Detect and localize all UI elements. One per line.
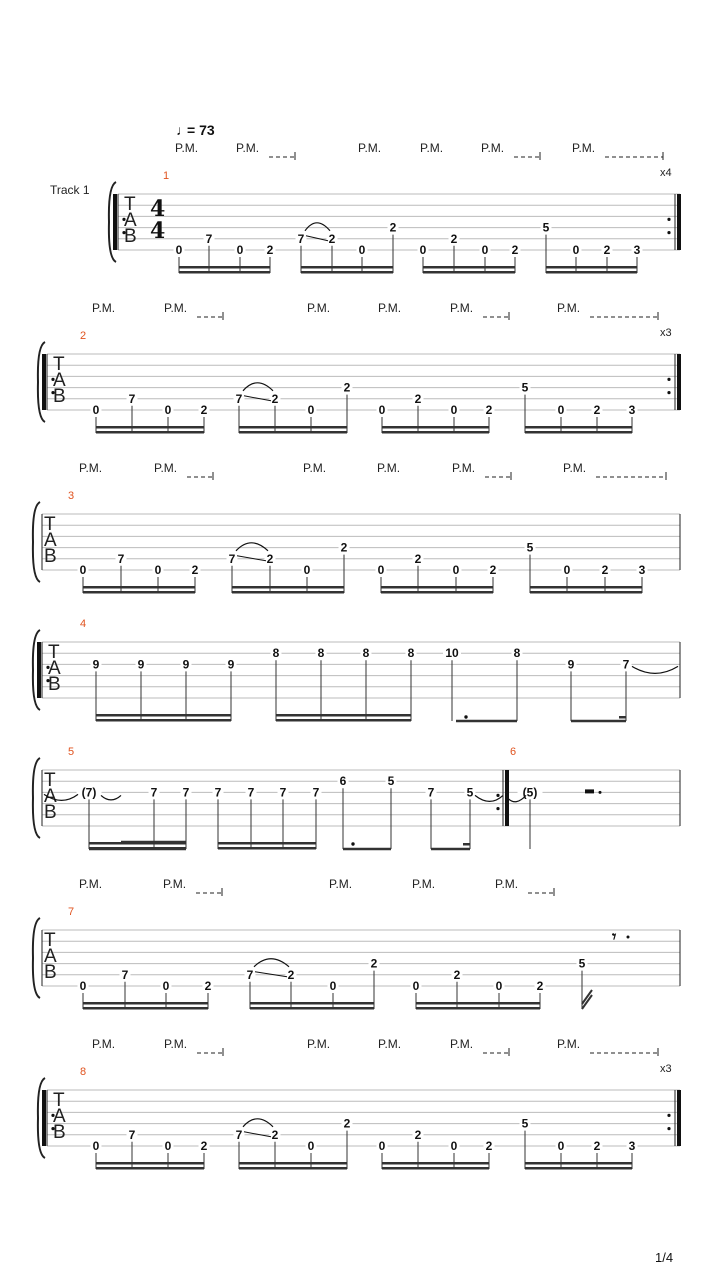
fret-number: 2 [603, 243, 611, 257]
beam [239, 426, 347, 429]
measure-number: 7 [68, 906, 75, 918]
fret-number: 0 [495, 979, 503, 993]
repeat-end-bar [505, 770, 509, 826]
fret-number: 2 [593, 1139, 601, 1153]
beam [218, 842, 316, 845]
tab-system-7 [38, 1037, 681, 1170]
beam [96, 714, 231, 717]
fret-number: 0 [162, 979, 170, 993]
fret-number: 7 [247, 785, 255, 800]
fret-number: 0 [236, 243, 244, 257]
tab-clef-letter: B [53, 386, 66, 407]
fret-number: 9 [92, 657, 100, 672]
tab-clef-letter: T [48, 642, 60, 663]
fret-number: 3 [628, 1139, 636, 1153]
beam [530, 586, 642, 589]
beam [301, 271, 393, 274]
tab-clef-letter: A [53, 370, 66, 391]
beam [179, 271, 270, 274]
repeat-end-bar [677, 354, 681, 410]
fret-number: 7 [312, 785, 320, 800]
fret-number: 2 [200, 403, 208, 417]
fret-number: 2 [200, 1139, 208, 1153]
measure-number: 1 [163, 170, 170, 182]
beam [423, 266, 515, 269]
tie [632, 666, 678, 673]
palm-mute-label: P.M. [358, 141, 382, 155]
beam [546, 266, 637, 269]
fret-number: 0 [329, 979, 337, 993]
tab-clef-letter: T [44, 930, 56, 951]
tab-clef-letter: T [53, 1090, 65, 1111]
fret-number: 2 [343, 1116, 351, 1131]
fret-number: 0 [79, 979, 87, 993]
fret-number: 0 [377, 563, 385, 577]
time-signature-top: 4 [150, 196, 166, 222]
fret-number: 7 [427, 785, 435, 800]
palm-mute-label: P.M. [481, 141, 505, 155]
fret-number: (7) [81, 785, 97, 800]
fret-number: 0 [450, 403, 458, 417]
beam [276, 719, 411, 722]
beam [96, 719, 231, 722]
measure-number: 2 [80, 330, 87, 342]
fret-number: 9 [137, 657, 145, 672]
fret-number: 0 [164, 403, 172, 417]
fret-number: 0 [572, 243, 580, 257]
tab-system-3 [33, 461, 680, 594]
fret-number: 5 [521, 1116, 529, 1131]
tab-clef-letter: B [44, 962, 57, 983]
beam [179, 266, 270, 269]
palm-mute-label: P.M. [377, 461, 401, 475]
fret-number: 5 [526, 540, 534, 555]
fret-number: 0 [164, 1139, 172, 1153]
fret-number: 0 [92, 403, 100, 417]
fret-number: 2 [414, 391, 422, 406]
system-brace [33, 758, 40, 838]
fret-number: 2 [485, 403, 493, 417]
beam [525, 1167, 632, 1170]
tempo-note-icon: ♩ [176, 122, 190, 138]
palm-mute-label: P.M. [557, 301, 581, 315]
fret-number: 2 [271, 391, 279, 406]
beam [83, 1007, 208, 1010]
palm-mute-label: P.M. [378, 301, 402, 315]
fret-number: 2 [536, 979, 544, 993]
palm-mute-label: P.M. [164, 1037, 188, 1051]
fret-number: 7 [235, 391, 243, 406]
tab-clef-letter: A [53, 1106, 66, 1127]
fret-number: 2 [340, 540, 348, 555]
palm-mute-label: P.M. [79, 461, 103, 475]
tab-clef-letter: A [44, 786, 57, 807]
measure-number: 4 [80, 618, 87, 630]
fret-number: 0 [481, 243, 489, 257]
fret-number: 2 [414, 1127, 422, 1142]
tab-clef-letter: B [124, 226, 137, 247]
fret-number: 2 [389, 220, 397, 235]
page-number: 1/4 [655, 1250, 674, 1265]
beam [416, 1007, 540, 1010]
beam [381, 591, 493, 594]
fret-number: 10 [445, 646, 459, 661]
fret-number: 0 [378, 403, 386, 417]
beam [232, 591, 344, 594]
beam [382, 431, 489, 434]
rest-dot [599, 791, 602, 794]
fret-number: 5 [521, 380, 529, 395]
beam [381, 586, 493, 589]
tab-clef-letter: B [44, 546, 57, 567]
beam [525, 431, 632, 434]
fret-number: 8 [362, 646, 370, 661]
palm-mute-label: P.M. [154, 461, 178, 475]
palm-mute-label: P.M. [452, 461, 476, 475]
beam [530, 591, 642, 594]
half-rest-icon [585, 789, 594, 793]
beam [96, 426, 204, 429]
fret-number: 2 [593, 403, 601, 417]
dotted-note [464, 715, 467, 718]
palm-mute-label: P.M. [175, 141, 199, 155]
tab-clef-letter: T [44, 770, 56, 791]
system-brace [33, 502, 40, 582]
repeat-dot [496, 807, 499, 810]
dotted-note [351, 842, 354, 845]
beam [83, 1002, 208, 1005]
palm-mute-label: P.M. [412, 877, 436, 891]
fret-number: 0 [92, 1139, 100, 1153]
repeat-count: x3 [660, 327, 672, 339]
fret-number: 5 [578, 956, 586, 971]
fret-number: 0 [154, 563, 162, 577]
beam [239, 1167, 347, 1170]
beam [218, 847, 316, 850]
palm-mute-label: P.M. [563, 461, 587, 475]
fret-number: 8 [513, 646, 521, 661]
fret-number: 0 [307, 403, 315, 417]
beam [83, 591, 195, 594]
fret-number: 2 [266, 243, 274, 257]
repeat-end-bar [677, 194, 681, 250]
tempo-value: = 73 [187, 122, 215, 138]
fret-number: 8 [272, 646, 280, 661]
fret-number: (5) [522, 785, 538, 800]
fret-number: 7 [246, 967, 254, 982]
fret-number: 2 [370, 956, 378, 971]
note-flag [582, 990, 592, 1009]
fret-number: 0 [303, 563, 311, 577]
fret-number: 7 [117, 551, 125, 566]
beam [525, 426, 632, 429]
hammer-on-slur [254, 959, 289, 967]
fret-number: 0 [452, 563, 460, 577]
beam [416, 1002, 540, 1005]
measure-number: 3 [68, 490, 75, 502]
fret-number: 2 [343, 380, 351, 395]
repeat-dot [667, 391, 670, 394]
tab-clef-letter: B [53, 1122, 66, 1143]
fret-number: 3 [638, 563, 646, 577]
fret-number: 0 [412, 979, 420, 993]
track-label: Track 1 [50, 183, 90, 197]
fret-number: 7 [128, 391, 136, 406]
fret-number: 0 [557, 403, 565, 417]
tab-clef-letter: A [124, 210, 137, 231]
fret-number: 2 [485, 1139, 493, 1153]
fret-number: 5 [387, 774, 395, 789]
measure-number: 6 [510, 746, 517, 758]
beam [546, 271, 637, 274]
fret-number: 0 [450, 1139, 458, 1153]
fret-number: 7 [150, 785, 158, 800]
beam [232, 586, 344, 589]
fret-number: 5 [466, 785, 474, 800]
repeat-dot [667, 378, 670, 381]
measure-number: 5 [68, 746, 75, 758]
repeat-start-bar [42, 1090, 46, 1146]
fret-number: 7 [279, 785, 287, 800]
fret-number: 9 [182, 657, 190, 672]
tab-system-5 [33, 746, 680, 850]
beam [96, 1167, 204, 1170]
fret-number: 7 [128, 1127, 136, 1142]
palm-mute-label: P.M. [163, 877, 187, 891]
tab-clef-letter: A [48, 658, 61, 679]
palm-mute-label: P.M. [307, 1037, 331, 1051]
tab-system-1 [109, 141, 681, 274]
fret-number: 2 [328, 231, 336, 246]
rest-dot [627, 936, 630, 939]
hammer-on-slur [243, 1119, 273, 1127]
fret-number: 2 [204, 979, 212, 993]
fret-number: 9 [567, 657, 575, 672]
beam [525, 1162, 632, 1165]
repeat-start-bar [113, 194, 117, 250]
fret-number: 0 [563, 563, 571, 577]
palm-mute-label: P.M. [450, 301, 474, 315]
palm-mute-label: P.M. [378, 1037, 402, 1051]
repeat-start-bar [42, 354, 46, 410]
fret-number: 0 [557, 1139, 565, 1153]
tie [101, 795, 121, 800]
beam [250, 1002, 374, 1005]
tab-system-2 [38, 301, 681, 434]
tab-clef-letter: B [48, 674, 61, 695]
fret-number: 7 [205, 231, 213, 246]
palm-mute-label: P.M. [557, 1037, 581, 1051]
beam-stub [619, 716, 626, 719]
tab-clef-letter: T [44, 514, 56, 535]
fret-number: 2 [453, 967, 461, 982]
fret-number: 2 [601, 563, 609, 577]
fret-number: 2 [287, 967, 295, 982]
beam [382, 426, 489, 429]
repeat-dot [667, 1114, 670, 1117]
beam [276, 714, 411, 717]
fret-number: 6 [339, 774, 347, 789]
palm-mute-label: P.M. [236, 141, 260, 155]
fret-number: 2 [271, 1127, 279, 1142]
palm-mute-label: P.M. [92, 1037, 116, 1051]
palm-mute-label: P.M. [450, 1037, 474, 1051]
fret-number: 3 [633, 243, 641, 257]
hammer-on-slur [236, 543, 268, 551]
fret-number: 2 [489, 563, 497, 577]
palm-mute-label: P.M. [92, 301, 116, 315]
beam [382, 1162, 489, 1165]
fret-number: 7 [622, 657, 630, 672]
beam [83, 586, 195, 589]
tab-system-4 [33, 618, 680, 722]
fret-number: 8 [317, 646, 325, 661]
tempo-marking [176, 122, 215, 138]
beam-stub [463, 843, 470, 846]
beam [96, 431, 204, 434]
beam [239, 1162, 347, 1165]
fret-number: 2 [450, 231, 458, 246]
fret-number: 8 [407, 646, 415, 661]
beam [382, 1167, 489, 1170]
fret-number: 0 [175, 243, 183, 257]
palm-mute-label: P.M. [164, 301, 188, 315]
tab-clef-letter: T [124, 194, 136, 215]
fret-number: 0 [358, 243, 366, 257]
fret-number: 7 [214, 785, 222, 800]
palm-mute-label: P.M. [572, 141, 596, 155]
fret-number: 2 [191, 563, 199, 577]
measure-number: 8 [80, 1066, 87, 1078]
fret-number: 7 [235, 1127, 243, 1142]
systems [33, 141, 681, 1170]
repeat-dot [667, 231, 670, 234]
tab-clef-letter: A [44, 530, 57, 551]
repeat-count: x3 [660, 1063, 672, 1075]
repeat-dot [667, 218, 670, 221]
palm-mute-label: P.M. [79, 877, 103, 891]
fret-number: 7 [228, 551, 236, 566]
tab-clef-letter: A [44, 946, 57, 967]
time-signature-bottom: 4 [150, 218, 166, 244]
tab-system-6 [33, 877, 680, 1010]
fret-number: 7 [182, 785, 190, 800]
palm-mute-label: P.M. [329, 877, 353, 891]
fret-number: 7 [297, 231, 305, 246]
palm-mute-label: P.M. [495, 877, 519, 891]
repeat-count: x4 [660, 167, 672, 179]
fret-number: 7 [121, 967, 129, 982]
fret-number: 2 [266, 551, 274, 566]
repeat-end-bar [677, 1090, 681, 1146]
hammer-on-slur [305, 223, 330, 231]
fret-number: 5 [542, 220, 550, 235]
system-brace [33, 918, 40, 998]
repeat-dot [496, 794, 499, 797]
fret-number: 0 [307, 1139, 315, 1153]
fret-number: 2 [511, 243, 519, 257]
fret-number: 0 [419, 243, 427, 257]
palm-mute-label: P.M. [307, 301, 331, 315]
beam [239, 431, 347, 434]
fret-number: 3 [628, 403, 636, 417]
beam [250, 1007, 374, 1010]
beam [301, 266, 393, 269]
tab-clef-letter: B [44, 802, 57, 823]
beam [96, 1162, 204, 1165]
palm-mute-label: P.M. [420, 141, 444, 155]
palm-mute-label: P.M. [303, 461, 327, 475]
hammer-on-slur [243, 383, 273, 391]
fret-number: 9 [227, 657, 235, 672]
eighth-rest-icon: 𝄾 [612, 929, 617, 946]
tab-clef-letter: T [53, 354, 65, 375]
repeat-start-bar [37, 642, 41, 698]
fret-number: 0 [378, 1139, 386, 1153]
fret-number: 2 [414, 551, 422, 566]
repeat-dot [667, 1127, 670, 1130]
fret-number: 0 [79, 563, 87, 577]
beam [423, 271, 515, 274]
